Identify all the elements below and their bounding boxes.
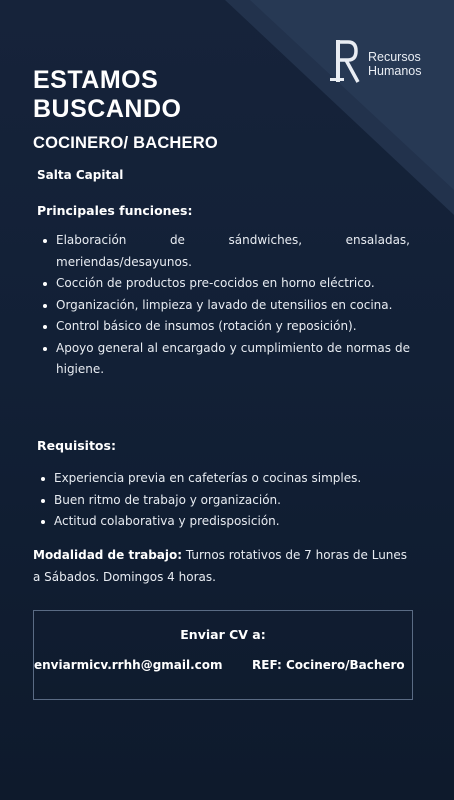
job-location: Salta Capital [37, 168, 124, 182]
send-cv-box [33, 610, 413, 700]
list-item: Control básico de insumos (rotación y reposición). [40, 316, 410, 338]
list-item: Buen ritmo de trabajo y organización. [38, 490, 410, 511]
brand-line1: Recursos [368, 50, 421, 64]
work-schedule [33, 544, 411, 588]
contact-email[interactable]: enviarmicv.rrhh@gmail.com [34, 658, 223, 672]
headline [33, 66, 181, 124]
requirements-list [38, 468, 410, 533]
list-item: Organización, limpieza y lavado de utensilios en cocina. [40, 295, 410, 317]
brand-line2: Humanos [368, 64, 422, 78]
send-cv-title: Enviar CV a: [180, 627, 266, 642]
functions-list [40, 230, 410, 381]
work-schedule-text: Turnos rotativos de 7 horas de Lunes a Sábados. Domingos 4 horas. [33, 548, 408, 584]
brand-name [368, 50, 422, 78]
headline-line1: ESTAMOS [33, 66, 159, 94]
reference-code: REF: Cocinero/Bachero [252, 658, 405, 672]
list-item: Cocción de productos pre-cocidos en horno eléctrico. [40, 273, 410, 295]
work-schedule-label: Modalidad de trabajo: [33, 548, 183, 562]
headline-line2: BUSCANDO [33, 95, 182, 123]
requirements-title: Requisitos: [37, 438, 116, 453]
list-item: Experiencia previa en cafeterías o cocinas simples. [38, 468, 410, 489]
job-role: COCINERO/ BACHERO [33, 134, 218, 152]
list-item: Apoyo general al encargado y cumplimiento de normas de higiene. [40, 338, 410, 381]
functions-title: Principales funciones: [37, 203, 193, 218]
list-item: Actitud colaborativa y predisposición. [38, 511, 410, 532]
brand-logo [328, 38, 448, 88]
list-item: Elaboración de sándwiches, ensaladas, meriendas/desayunos. [40, 230, 410, 273]
rh-monogram-icon [328, 38, 362, 84]
